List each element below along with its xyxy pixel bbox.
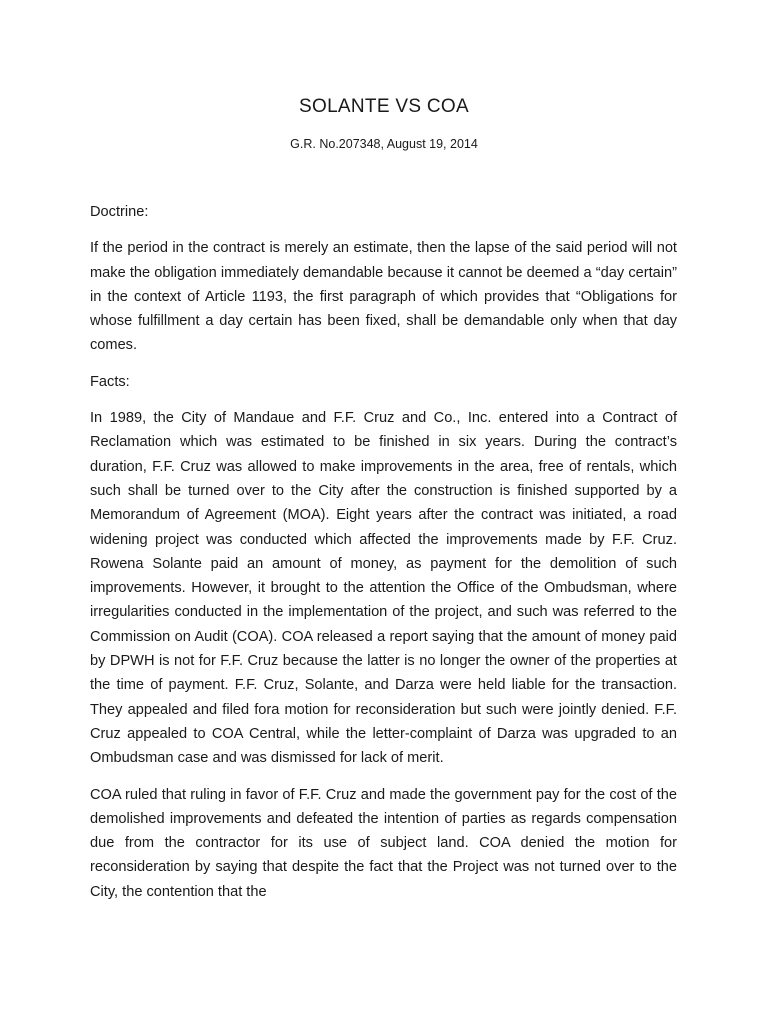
facts-paragraph-1: In 1989, the City of Mandaue and F.F. Cruz and Co., Inc. entered into a Contract of Reclamation which was estimated to be finished in six years. During the contract’s duration, F.F. Cruz was allowed to make improvements in the area, free of rentals, which such shall be turned over to the City after the construction is finished supported by a Memorandum of Agreement (MOA). Eight years after the contract was initiated, a road widening project was conducted which affected the improvements made by F.F. Cruz. Rowena Solante paid an amount of money, as payment for the demolition of such improvements. However, it brought to the attention the Office of the Ombudsman, where irregularities conducted in the implementation of the project, and such was referred to the Commission on Audit (COA). COA released a report saying that the amount of money paid by DPWH is not for F.F. Cruz because the latter is no longer the owner of the properties at the time of payment. F.F. Cruz, Solante, and Darza were held liable for the transaction. They appealed and filed fora motion for reconsideration but such were jointly denied. F.F. Cruz appealed to COA Central, while the letter-complaint of Darza was upgraded to an Ombudsman case and was dismissed for lack of merit.	[90, 410, 677, 767]
doctrine-paragraph: If the period in the contract is merely an estimate, then the lapse of the said period will not make the obligation immediately demandable because it cannot be deemed a “day certain” in the context of Article 1193, the first paragraph of which provides that “Obligations for whose fulfillment a day certain has been fixed, shall be demandable only when that day comes.	[90, 240, 677, 354]
document-title: SOLANTE VS COA	[299, 96, 469, 117]
doctrine-heading: Doctrine:	[90, 204, 149, 220]
case-citation: G.R. No.207348, August 19, 2014	[290, 137, 478, 151]
facts-heading: Facts:	[90, 373, 130, 390]
facts-paragraph-2: COA ruled that ruling in favor of F.F. Cruz and made the government pay for the cost of the demolished improvements and defeated the intention of parties as regards compensation due from the contractor for its use of subject land. COA denied the motion for reconsideration by saying that despite the fact that the Project was not turned over to the City, the contention that the	[90, 786, 677, 900]
document-body	[90, 200, 677, 916]
